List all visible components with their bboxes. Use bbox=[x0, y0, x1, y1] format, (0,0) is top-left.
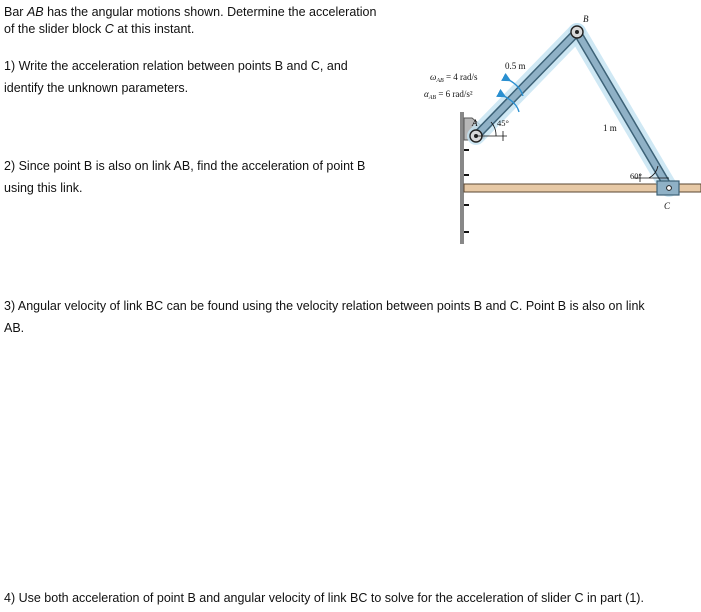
problem-text: at this instant. bbox=[113, 22, 195, 36]
label-a: A bbox=[472, 118, 478, 128]
problem-statement bbox=[4, 4, 376, 38]
question-3-line-2: AB. bbox=[4, 321, 25, 335]
block-name: C bbox=[104, 22, 114, 36]
omega-value: = 4 rad/s bbox=[443, 72, 478, 82]
question-4-line-1: 4) Use both acceleration of point B and angular velocity of link BC to solve for the acceleration of slider C in part (1). bbox=[4, 591, 644, 605]
problem-text: of the slider block bbox=[4, 22, 105, 36]
angle-a-label: 45° bbox=[497, 118, 509, 128]
bar-name: AB bbox=[26, 5, 44, 19]
question-1 bbox=[4, 55, 348, 99]
label-b: B bbox=[583, 14, 589, 24]
problem-text: has the angular motions shown. Determine the acceleration bbox=[43, 5, 377, 19]
question-2-line-2: using this link. bbox=[4, 181, 83, 195]
link-bc bbox=[577, 32, 669, 188]
alpha-subscript: AB bbox=[428, 95, 437, 101]
alpha-value: = 6 rad/s² bbox=[436, 89, 473, 99]
alpha-ab-label bbox=[424, 89, 473, 101]
mechanism-figure bbox=[390, 0, 701, 250]
angle-c-label: 60° bbox=[630, 171, 642, 181]
link-ab bbox=[476, 32, 577, 136]
pin-b bbox=[571, 26, 583, 38]
slider-block-c bbox=[657, 181, 679, 195]
alpha-symbol: α bbox=[424, 89, 429, 99]
label-c: C bbox=[664, 201, 671, 211]
question-2 bbox=[4, 155, 365, 199]
question-1-line-2: identify the unknown parameters. bbox=[4, 81, 189, 95]
problem-line-2 bbox=[4, 21, 376, 38]
question-2-line-1: 2) Since point B is also on link AB, find the acceleration of point B bbox=[4, 159, 366, 173]
problem-text: Bar bbox=[4, 5, 27, 19]
omega-symbol: ω bbox=[430, 72, 437, 82]
omega-subscript: AB bbox=[436, 78, 444, 84]
question-1-line-1: 1) Write the acceleration relation between points B and C, and bbox=[4, 59, 348, 73]
question-3-line-1: 3) Angular velocity of link BC can be found using the velocity relation between points B and C. Point B is also on link bbox=[4, 299, 645, 313]
length-bc-label: 1 m bbox=[603, 123, 617, 133]
question-4 bbox=[4, 590, 644, 607]
length-ab-label: 0.5 m bbox=[505, 61, 526, 71]
question-3 bbox=[4, 295, 645, 339]
omega-ab-label bbox=[430, 72, 478, 84]
problem-line-1 bbox=[4, 4, 376, 21]
